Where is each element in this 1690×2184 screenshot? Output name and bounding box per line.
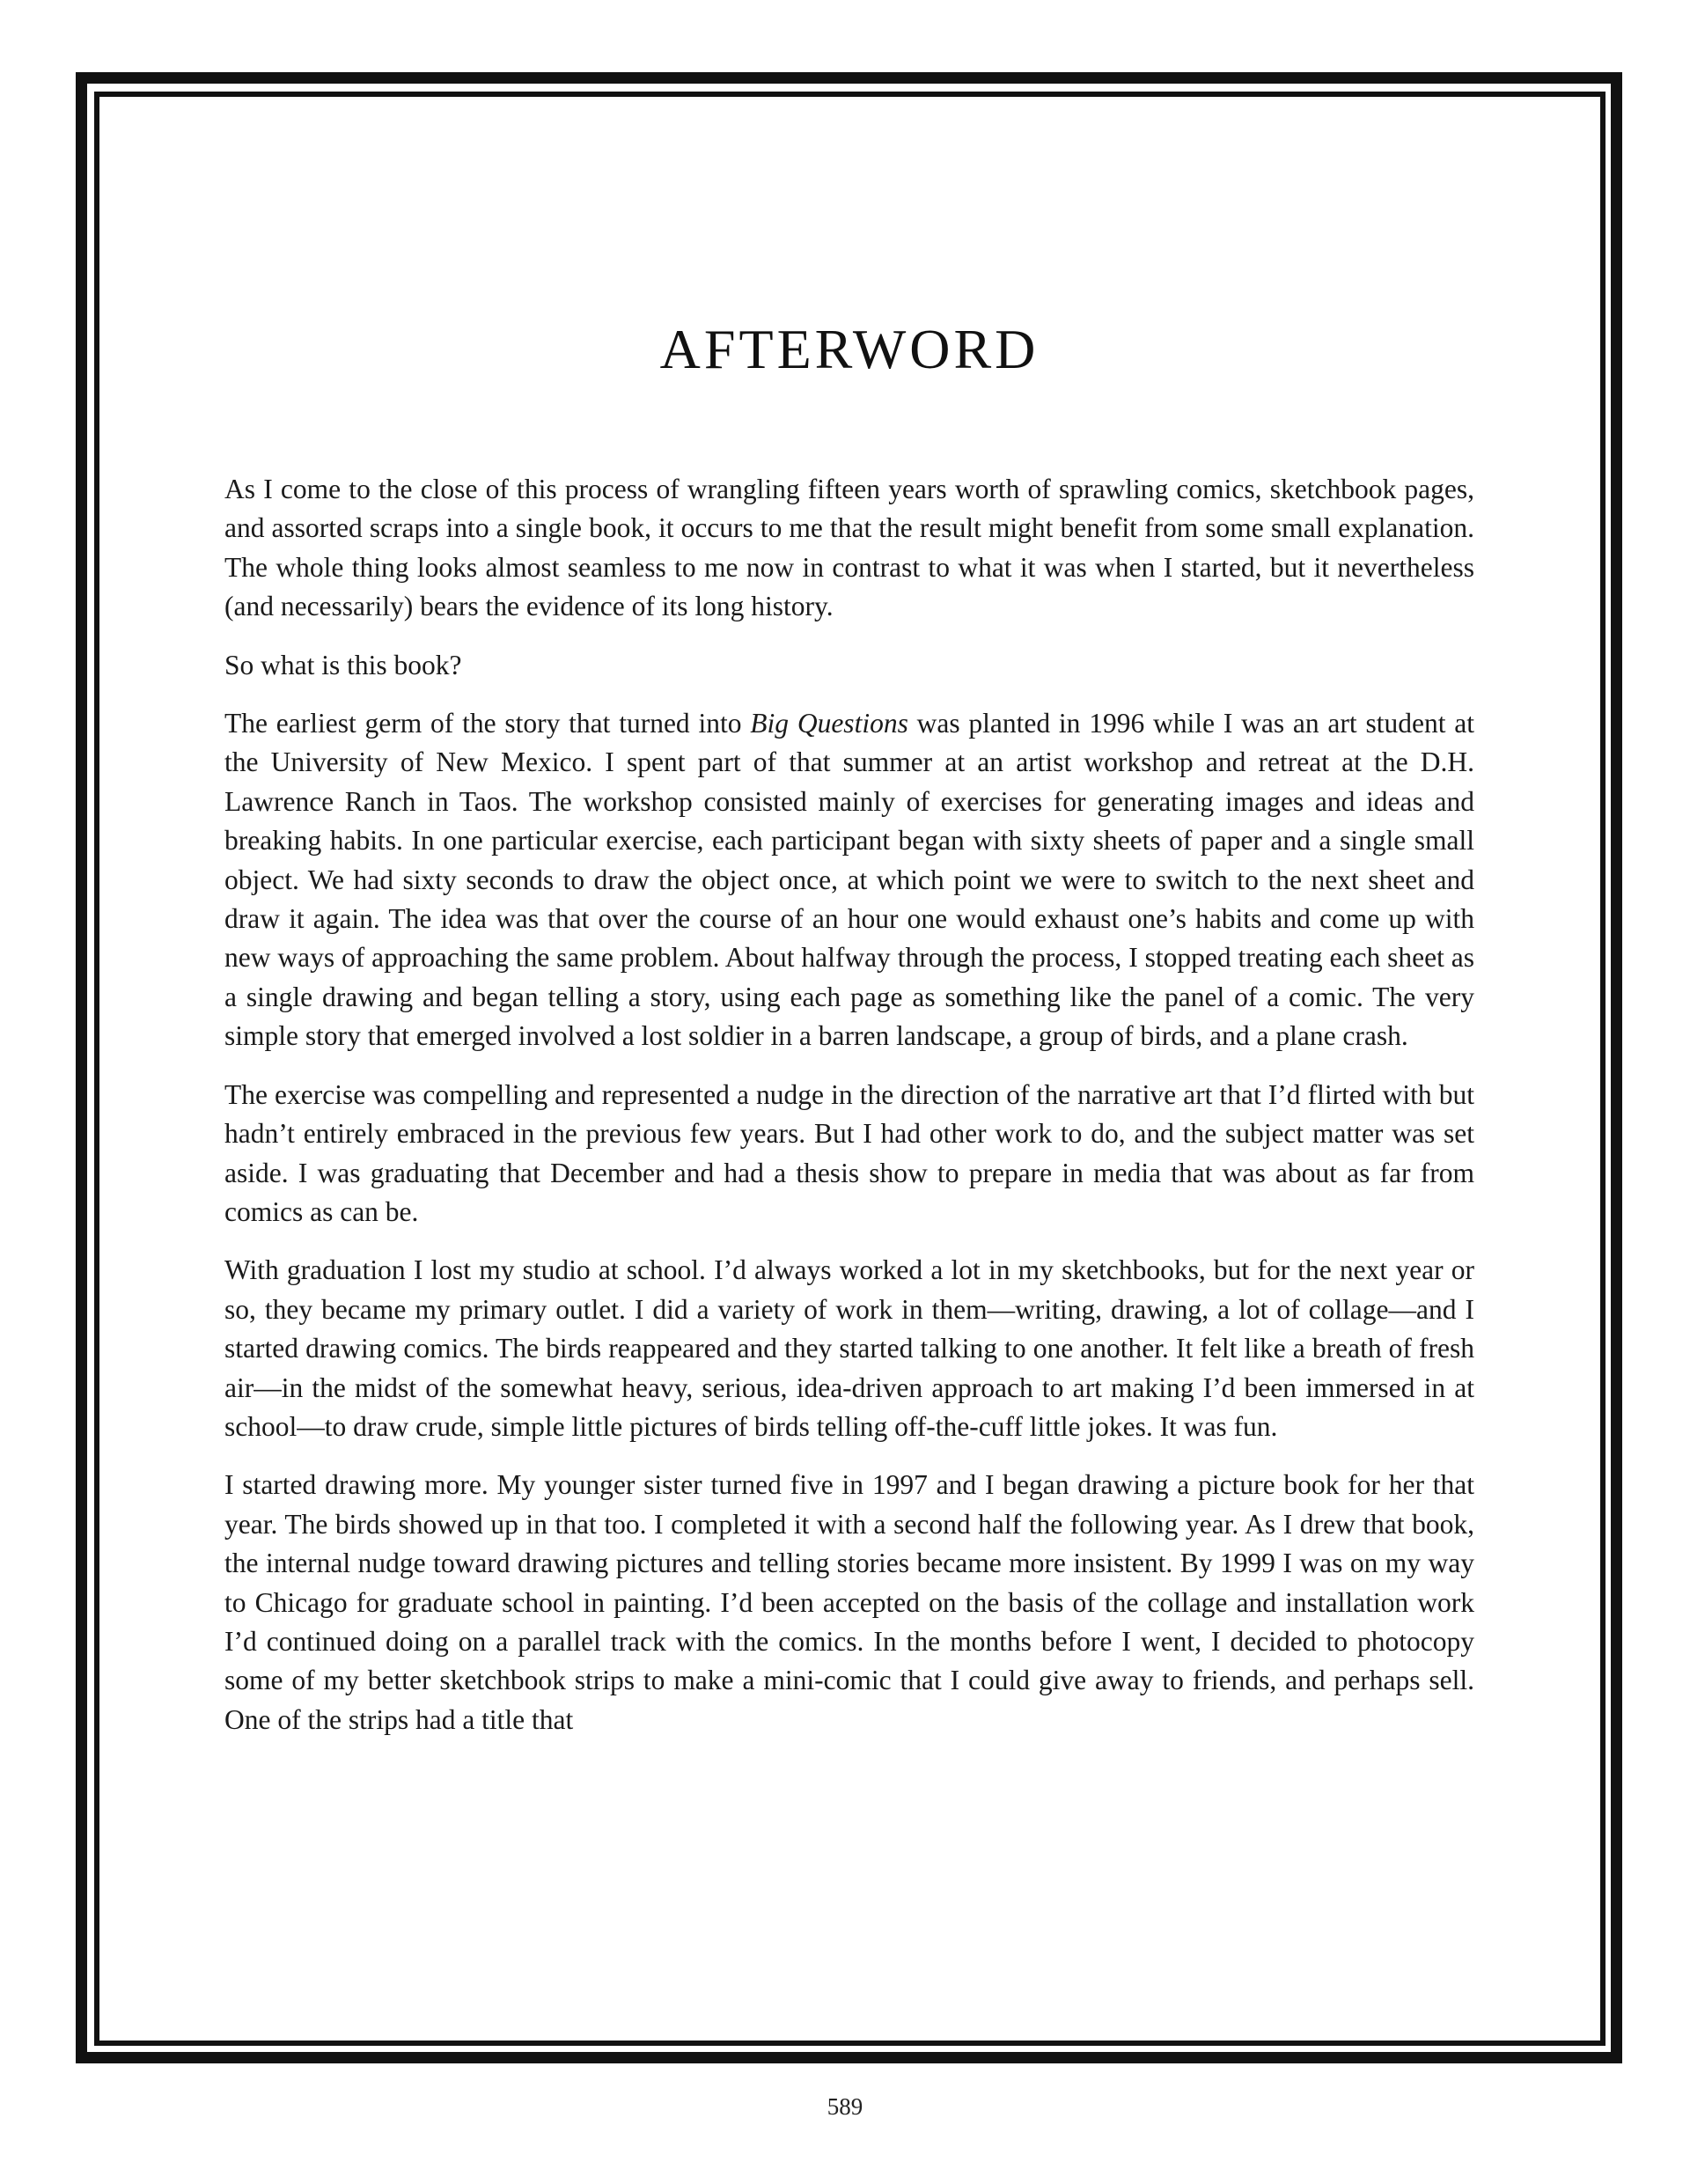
page-content xyxy=(224,317,1474,1759)
paragraph xyxy=(224,704,1474,1056)
book-title-italic: Big Questions xyxy=(750,708,908,739)
paragraph: The exercise was compelling and represented a nudge in the direction of the narrative art that I’d flirted with but hadn’t entirely embraced in the previous few years. But I had other work to do, and the subject matter was set aside. I was graduating that December and had a thesis show to prepare in media that was about as far from comics as can be. xyxy=(224,1078,1474,1227)
page-number: 589 xyxy=(827,2093,863,2120)
page-title: AFTERWORD xyxy=(659,318,1040,380)
paragraph-text: The earliest germ of the story that turned into xyxy=(224,708,751,739)
paragraph: As I come to the close of this process of wrangling fifteen years worth of sprawling comics, sketchbook pages, and assorted scraps into a single book, it occurs to me that the result might benefit from some small explanation. The whole thing looks almost seamless to me now in contrast to what it was when I started, but it nevertheless (and necessarily) bears the evidence of its long history. xyxy=(224,474,1474,622)
paragraph: So what is this book? xyxy=(224,649,462,680)
paragraph-text: was planted in 1996 while I was an art student at the University of New Mexico. I spent part of that summer at an artist workshop and retreat at the D.H. Lawrence Ranch in Taos. The workshop consisted mainly of exercises for generating images and ideas and breaking habits. In one particular exercise, each participant began with sixty sheets of paper and a single small object. We had sixty seconds to draw the object once, at which point we were to switch to the next sheet and draw it again. The idea was that over the course of an hour one would exhaust one’s habits and come up with new ways of approaching the same problem. About halfway through the process, I stopped treating each sheet as a single drawing and began telling a story, using each page as something like the panel of a comic. The very simple story that emerged involved a lost soldier in a barren landscape, a group of birds, and a plane crash. xyxy=(224,708,1474,1052)
paragraph: I started drawing more. My younger sister turned five in 1997 and I began drawing a picture book for her that year. The birds showed up in that too. I completed it with a second half the following year. As I drew that book, the internal nudge toward drawing pictures and telling stories became more insistent. By 1999 I was on my way to Chicago for graduate school in painting. I’d been accepted on the basis of the collage and installation work I’d continued doing on a parallel track with the comics. In the months before I went, I decided to photocopy some of my better sketchbook strips to make a mini-comic that I could give away to friends, and perhaps sell. One of the strips had a title that xyxy=(224,1469,1474,1735)
paragraph: With graduation I lost my studio at school. I’d always worked a lot in my sketchbooks, but for the next year or so, they became my primary outlet. I did a variety of work in them—writing, drawing, a lot of collage—and I started drawing comics. The birds reappeared and they started talking to one another. It felt like a breath of fresh air—in the midst of the somewhat heavy, serious, idea-driven approach to art making I’d been immersed in at school—to draw crude, simple little pictures of birds telling off-the-cuff little jokes. It was fun. xyxy=(224,1254,1474,1442)
